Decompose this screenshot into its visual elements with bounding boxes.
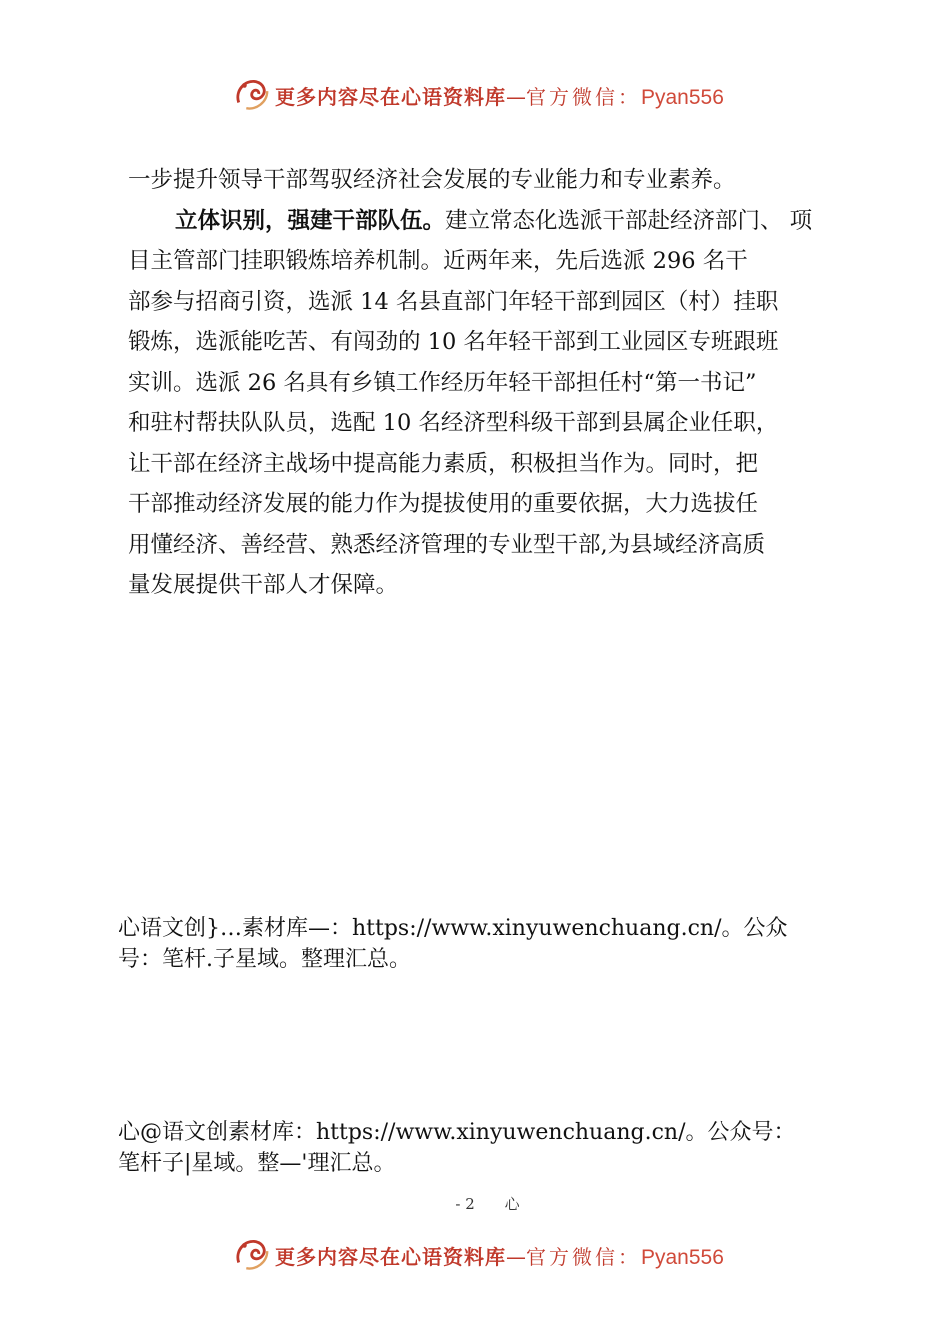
footer-banner	[0, 1232, 950, 1276]
page-number-value: - 2	[455, 1195, 475, 1213]
banner-wechat-id: Pyan556	[641, 1246, 724, 1269]
banner-title: 更多内容尽在心语资料库	[275, 1245, 506, 1269]
banner-wechat-label: 官方微信：	[526, 1245, 641, 1269]
body-line: 部参与招商引资，选派 14 名县直部门年轻干部到园区（村）挂职	[128, 288, 779, 315]
swirl-logo-icon	[233, 1234, 271, 1272]
body-paragraphs	[128, 160, 840, 606]
body-line: 和驻村帮扶队队员，选配 10 名经济型科级干部到县属企业任职，	[128, 410, 779, 436]
body-line: 一步提升领导干部驾驭经济社会发展的专业能力和专业素养。	[128, 167, 736, 193]
page-number	[0, 1193, 950, 1214]
body-line: 锻炼，选派能吃苦、有闯劲的 10 名年轻干部到工业园区专班跟班	[128, 329, 779, 355]
body-line-text: 建立常态化选派干部赴经济部门、 项	[445, 207, 813, 234]
source-note	[118, 1117, 858, 1179]
body-line: 量发展提供干部人才保障。	[128, 572, 399, 598]
body-line: 让干部在经济主战场中提高能力素质，积极担当作为。同时，把	[128, 450, 759, 477]
swirl-logo-icon	[233, 74, 271, 112]
banner-wechat-id: Pyan556	[641, 86, 724, 109]
banner-separator: —	[506, 85, 526, 109]
source-note-line: 号：笔杆.子星域。整理汇总。	[118, 947, 411, 972]
banner-text	[275, 1241, 724, 1270]
source-note-line: 心语文创}…素材库—：https://www.xinyuwenchuang.cn/。公众	[118, 916, 788, 941]
banner-wechat-label: 官方微信：	[526, 85, 641, 109]
page-number-mark: 心	[504, 1195, 520, 1213]
banner-text	[275, 81, 724, 110]
source-note-line: 笔杆子|星域。整—'理汇总。	[118, 1151, 396, 1176]
body-line: 目主管部门挂职锻炼培养机制。近两年来，先后选派 296 名干	[128, 248, 748, 274]
source-note	[118, 913, 858, 975]
body-line	[128, 201, 840, 242]
source-note-line: 心@语文创素材库：https://www.xinyuwenchuang.cn/。公众号：	[118, 1120, 796, 1145]
lead-heading: 立体识别，强建干部队伍。	[175, 207, 446, 234]
banner-separator: —	[506, 1245, 526, 1269]
body-line: 实训。选派 26 名具有乡镇工作经历年轻干部担任村“第一书记”	[128, 369, 757, 396]
header-banner	[0, 72, 950, 116]
body-line: 干部推动经济发展的能力作为提拔使用的重要依据，大力选拔任	[128, 491, 759, 517]
body-line: 用懂经济、善经营、熟悉经济管理的专业型干部,为县域经济高质	[128, 531, 766, 558]
banner-title: 更多内容尽在心语资料库	[275, 85, 506, 109]
